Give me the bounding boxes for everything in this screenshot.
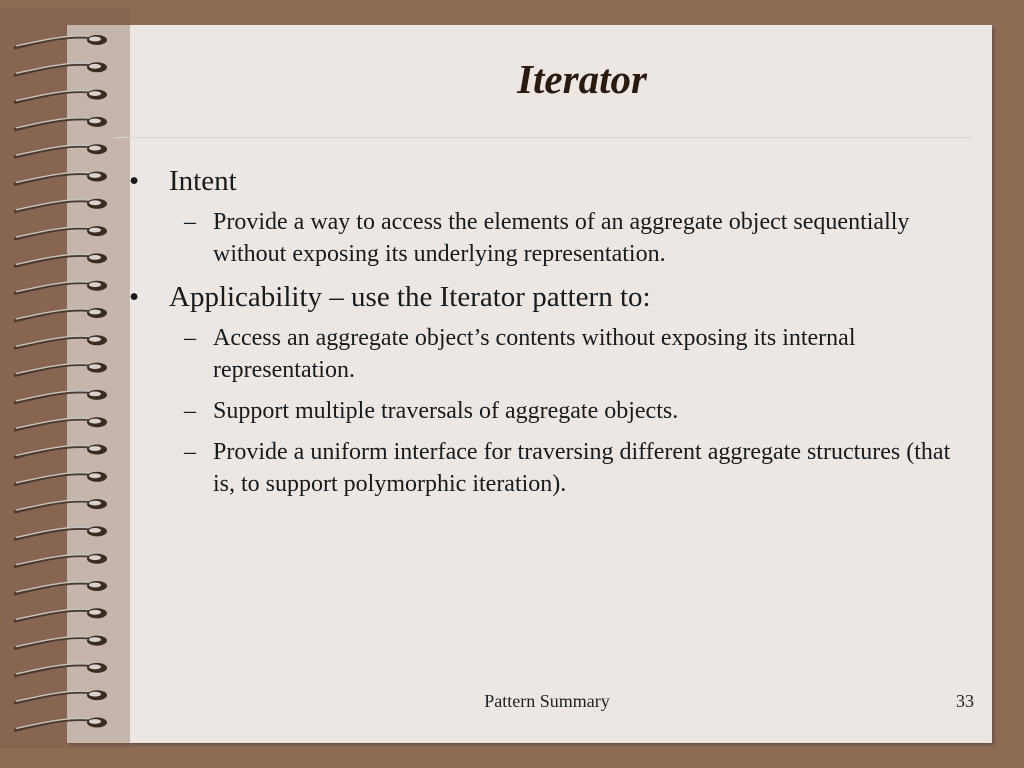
sub-item bbox=[127, 206, 957, 270]
bullet-item-applicability bbox=[127, 279, 957, 316]
sub-text: Access an aggregate object’s contents without exposing its internal representation. bbox=[213, 325, 856, 383]
slide-content bbox=[127, 163, 957, 509]
sub-item bbox=[127, 395, 957, 427]
sub-marker: – bbox=[184, 439, 196, 465]
sub-marker: – bbox=[184, 325, 196, 351]
slide-title: Iterator bbox=[517, 56, 647, 102]
bullet-marker: • bbox=[129, 281, 140, 313]
footer-title: Pattern Summary bbox=[484, 691, 610, 711]
sub-item bbox=[127, 322, 957, 386]
page-number: 33 bbox=[956, 691, 974, 711]
sub-item bbox=[127, 436, 957, 500]
sub-text: Support multiple traversals of aggregate objects. bbox=[213, 398, 679, 424]
bullet-text: Intent bbox=[169, 165, 237, 197]
spiral-binding bbox=[0, 0, 130, 768]
sub-text: Provide a uniform interface for traversing different aggregate structures (that is, to support polymorphic iteration). bbox=[213, 439, 951, 497]
title-divider bbox=[115, 137, 972, 138]
bullet-item-intent bbox=[127, 163, 957, 200]
sub-text: Provide a way to access the elements of an aggregate object sequentially without exposing its underlying representation. bbox=[213, 209, 910, 267]
bullet-text: Applicability – use the Iterator pattern to: bbox=[169, 281, 651, 313]
bullet-marker: • bbox=[129, 165, 140, 197]
sub-marker: – bbox=[184, 398, 196, 424]
sub-marker: – bbox=[184, 209, 196, 235]
